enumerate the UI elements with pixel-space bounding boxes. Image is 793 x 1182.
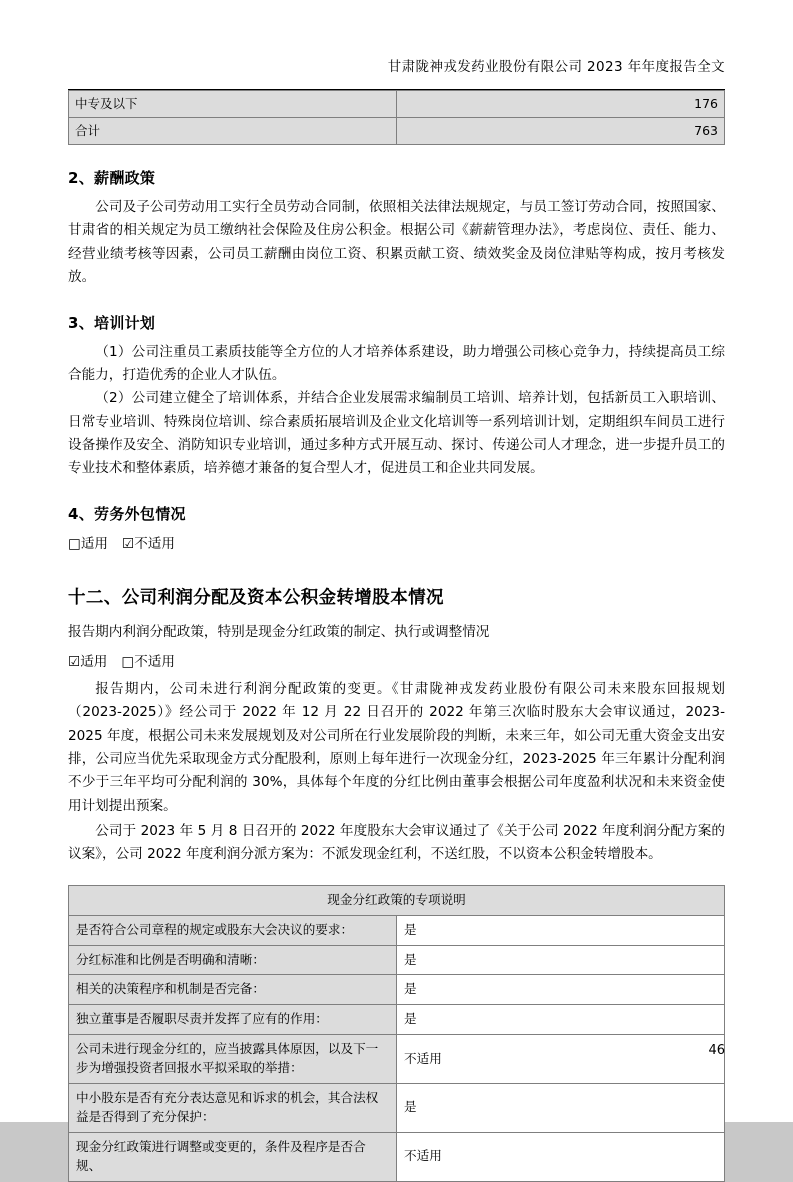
table-row (69, 945, 725, 975)
table-row (69, 1005, 725, 1035)
checkbox-not-applicable-label: 不适用 (134, 535, 175, 552)
table-cell-value: 176 (397, 91, 725, 118)
page-content (68, 0, 725, 1182)
table-header-row (69, 885, 725, 915)
section-heading-training-plan: 3、培训计划 (68, 313, 156, 332)
table-cell-question: 独立董事是否履职尽责并发挥了应有的作用： (69, 1005, 397, 1035)
training-paragraph-1: （1）公司注重员工素质技能等全方位的人才培养体系建设，助力增强公司核心竞争力，持续提高员工综合能力，打造优秀的企业人才队伍。 (68, 343, 725, 383)
table-row (69, 975, 725, 1005)
table-cell-question: 公司未进行现金分红的，应当披露具体原因，以及下一步为增强投资者回报水平拟采取的举措： (69, 1035, 397, 1084)
table-cell-question: 现金分红政策进行调整或变更的，条件及程序是否合规、 (69, 1132, 397, 1181)
table-cell-answer: 不适用 (397, 1132, 725, 1181)
section-heading-labor-outsourcing: 4、劳务外包情况 (68, 504, 186, 523)
profit-paragraph-2: 公司于 2023 年 5 月 8 日召开的 2022 年度股东大会审议通过了《关于公司 2022 年度利润分配方案的议案》，公司 2022 年度利润分派方案为：不派发现金红利，不送红股，不以资本公积金转增股本。 (68, 823, 725, 863)
table-row (69, 1035, 725, 1084)
table-cell-question: 中小股东是否有充分表达意见和诉求的机会，其合法权益是否得到了充分保护： (69, 1084, 397, 1133)
table-cell-answer: 是 (397, 945, 725, 975)
profit-paragraph-1: 报告期内，公司未进行利润分配政策的变更。《甘肃陇神戎发药业股份有限公司未来股东回报规划（2023-2025）》经公司于 2022 年 12 月 22 日召开的 2022 年第三次临时股东大会审议通过，2023-2025 年度，根据公司未来发展规划及对公司所在行业发展阶段的判断，未来三年，如公司无重大资金支出安排，公司应当优先采取现金方式分配股利，原则上每年进行一次现金分红，2023-2025 年三年累计分配利润不少于三年平均可分配利润的 30%，具体每个年度的分红比例由董事会根据公司年度盈利状况和未来资金使用计划提出预案。 (68, 680, 725, 814)
checkbox-applicable[interactable]: ☑ (68, 653, 81, 670)
dividend-policy-table (68, 885, 725, 1182)
table-cell-answer: 是 (397, 975, 725, 1005)
section-heading-salary-policy: 2、薪酬政策 (68, 169, 156, 187)
table-title: 现金分红政策的专项说明 (69, 885, 725, 915)
labor-outsourcing-options (68, 532, 725, 558)
table-cell-answer: 是 (397, 1005, 725, 1035)
checkbox-applicable-label: 适用 (80, 653, 108, 670)
table-row (69, 915, 725, 945)
table-cell-answer: 是 (397, 915, 725, 945)
table-cell-answer: 是 (397, 1084, 725, 1133)
page-number: 46 (708, 1043, 725, 1058)
table-row (69, 1132, 725, 1181)
table-cell-label: 中专及以下 (69, 91, 397, 118)
table-row (69, 118, 725, 145)
profit-lead-text: 报告期内利润分配政策，特别是现金分红政策的制定、执行或调整情况 (68, 623, 490, 640)
checkbox-applicable-label: 适用 (80, 535, 109, 552)
checkbox-not-applicable[interactable]: ☑ (122, 535, 135, 552)
page-header: 甘肃陇神戎发药业股份有限公司 2023 年年度报告全文 (387, 59, 725, 75)
salary-policy-paragraph: 公司及子公司劳动用工实行全员劳动合同制，依照相关法律法规规定，与员工签订劳动合同，按照国家、甘肃省的相关规定为员工缴纳社会保险及住房公积金。根据公司《薪薪管理办法》，考虑岗位、责任、能力、经营业绩考核等因素，公司员工薪酬由岗位工资、积累贡献工资、绩效奖金及岗位津贴等构成，按月考核发放。 (68, 199, 725, 286)
table-cell-answer: 不适用 (397, 1035, 725, 1084)
table-cell-value: 763 (397, 118, 725, 145)
table-cell-label: 合计 (69, 118, 397, 145)
table-row (69, 1084, 725, 1133)
employee-education-table (68, 90, 725, 145)
checkbox-not-applicable[interactable]: □ (121, 653, 135, 670)
table-cell-question: 是否符合公司章程的规定或股东大会决议的要求： (69, 915, 397, 945)
section-heading-profit-distribution: 十二、公司利润分配及资本公积金转增股本情况 (68, 587, 444, 608)
checkbox-applicable[interactable]: □ (68, 535, 81, 552)
profit-options (68, 650, 725, 676)
table-cell-question: 分红标准和比例是否明确和清晰： (69, 945, 397, 975)
table-row (69, 91, 725, 118)
checkbox-not-applicable-label: 不适用 (134, 653, 175, 670)
table-cell-question: 相关的决策程序和机制是否完备： (69, 975, 397, 1005)
training-paragraph-2: （2）公司建立健全了培训体系，并结合企业发展需求编制员工培训、培养计划，包括新员工入职培训、日常专业培训、特殊岗位培训、综合素质拓展培训及企业文化培训等一系列培训计划，定期组织车间员工进行设备操作及安全、消防知识专业培训，通过多种方式开展互动、探讨、传递公司人才理念，进一步提升员工的专业技术和整体素质，培养德才兼备的复合型人才，促进员工和企业共同发展。 (68, 390, 725, 477)
